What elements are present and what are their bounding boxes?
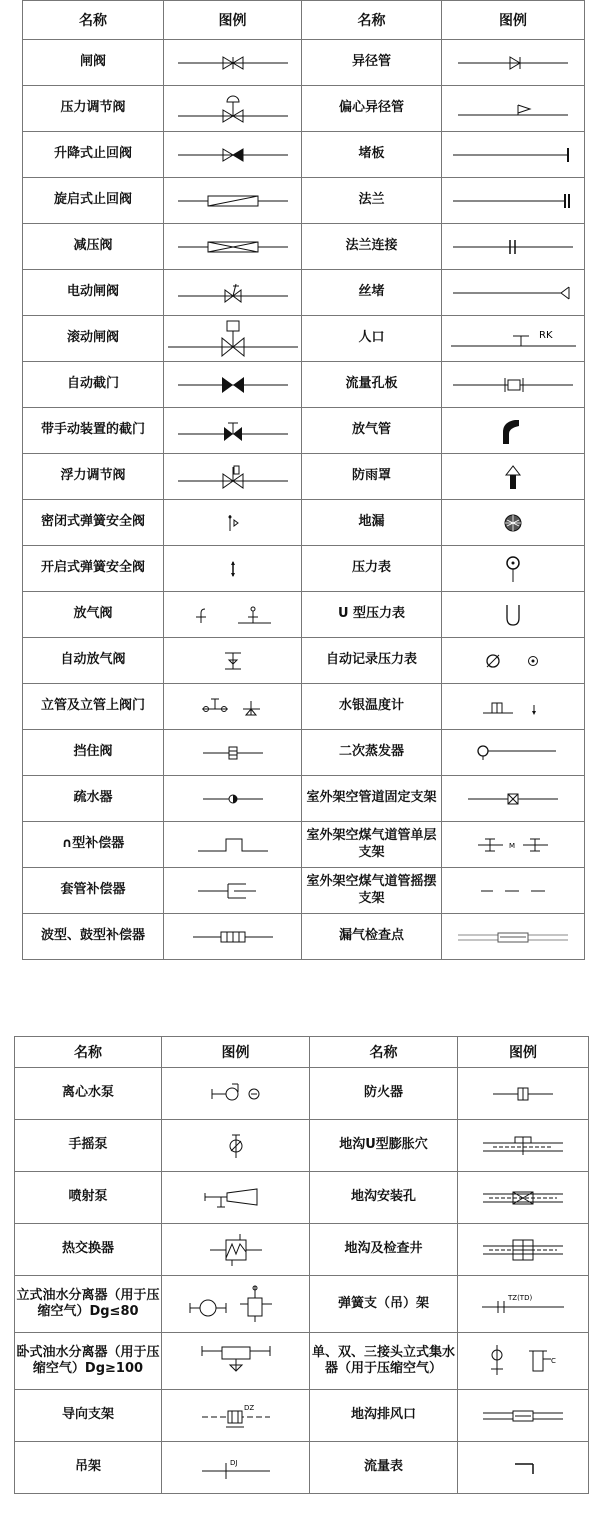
bellows-compensator-icon — [164, 914, 302, 960]
mercury-thermometer-icon — [442, 684, 585, 730]
header-legend: 图例 — [458, 1037, 589, 1068]
table-row — [15, 1442, 589, 1494]
table-row — [23, 132, 585, 178]
table-row — [15, 1333, 589, 1390]
table-row — [23, 546, 585, 592]
table-row — [15, 1276, 589, 1333]
symbol-name: 放气阀 — [23, 592, 164, 638]
header-name: 名称 — [23, 1, 164, 40]
symbol-name: 立管及立管上阀门 — [23, 684, 164, 730]
symbol-name: 室外架空管道固定支架 — [302, 776, 442, 822]
leak-check-point-icon — [442, 914, 585, 960]
pressure-gauge-icon — [442, 546, 585, 592]
hand-pump-icon — [162, 1120, 310, 1172]
symbol-name: 旋启式止回阀 — [23, 178, 164, 224]
symbol-name: 吊架 — [15, 1442, 162, 1494]
rolling-gate-valve-icon — [164, 316, 302, 362]
table-row — [23, 500, 585, 546]
riser-valve-icon — [164, 684, 302, 730]
symbol-name: 手摇泵 — [15, 1120, 162, 1172]
manual-stop-valve-icon — [164, 408, 302, 454]
table-row — [23, 178, 585, 224]
symbol-name: 二次蒸发器 — [302, 730, 442, 776]
symbol-name: 弹簧支（吊）架 — [310, 1276, 458, 1333]
vertical-separator-icon — [162, 1276, 310, 1333]
pipe-symbol-table-1 — [22, 0, 585, 960]
gate-valve-icon — [164, 40, 302, 86]
table-row — [23, 638, 585, 684]
symbol-name: 密闭式弹簧安全阀 — [23, 500, 164, 546]
symbol-name: 套管补偿器 — [23, 868, 164, 914]
centrifugal-pump-icon — [162, 1068, 310, 1120]
symbol-name: U 型压力表 — [302, 592, 442, 638]
vent-valve-icon — [164, 592, 302, 638]
stop-valve-icon — [164, 730, 302, 776]
guide-support-code: DZ — [243, 1403, 254, 1412]
symbol-name: 室外架空煤气道管摇摆支架 — [302, 868, 442, 914]
symbol-name: ∩型补偿器 — [23, 822, 164, 868]
automatic-stop-valve-icon — [164, 362, 302, 408]
symbol-name: 闸阀 — [23, 40, 164, 86]
trench-u-expansion-icon — [458, 1120, 589, 1172]
hanger-icon — [162, 1442, 310, 1494]
symbol-name: 浮力调节阀 — [23, 454, 164, 500]
trench-install-hole-icon — [458, 1172, 589, 1224]
symbol-name: 自动记录压力表 — [302, 638, 442, 684]
symbol-name: 地沟安装孔 — [310, 1172, 458, 1224]
symbol-name: 自动截门 — [23, 362, 164, 408]
symbol-name: 热交换器 — [15, 1224, 162, 1276]
trench-vent-icon — [458, 1390, 589, 1442]
symbol-name: 人口 — [302, 316, 442, 362]
swing-check-valve-icon — [164, 178, 302, 224]
rain-cap-icon — [442, 454, 585, 500]
table-row — [23, 730, 585, 776]
secondary-evaporator-icon — [442, 730, 585, 776]
symbol-name: 导向支架 — [15, 1390, 162, 1442]
table-row — [23, 592, 585, 638]
swing-support-icon — [442, 868, 585, 914]
symbol-name: 挡住阀 — [23, 730, 164, 776]
horizontal-separator-icon — [162, 1333, 310, 1390]
table-row — [15, 1120, 589, 1172]
table-row — [15, 1224, 589, 1276]
flow-meter-icon — [458, 1442, 589, 1494]
table-row — [15, 1172, 589, 1224]
symbol-name: 放气管 — [302, 408, 442, 454]
symbol-name: 水银温度计 — [302, 684, 442, 730]
floor-drain-icon — [442, 500, 585, 546]
pipe-symbol-table-2 — [14, 1036, 589, 1494]
symbol-name: 升降式止回阀 — [23, 132, 164, 178]
symbol-name: 流量表 — [310, 1442, 458, 1494]
symbol-name: 电动闸阀 — [23, 270, 164, 316]
table-row — [15, 1068, 589, 1120]
symbol-name: 离心水泵 — [15, 1068, 162, 1120]
u-manometer-icon — [442, 592, 585, 638]
symbol-name: 丝堵 — [302, 270, 442, 316]
symbol-name: 减压阀 — [23, 224, 164, 270]
table-row — [23, 454, 585, 500]
vertical-collector-icon — [458, 1333, 589, 1390]
orifice-plate-icon — [442, 362, 585, 408]
heat-exchanger-icon — [162, 1224, 310, 1276]
flange-icon — [442, 178, 585, 224]
guide-support-icon — [162, 1390, 310, 1442]
symbol-name: 滚动闸阀 — [23, 316, 164, 362]
table-row — [23, 270, 585, 316]
vent-pipe-icon — [442, 408, 585, 454]
table-row — [23, 776, 585, 822]
table-row — [23, 316, 585, 362]
symbol-name: 流量孔板 — [302, 362, 442, 408]
table-row — [23, 822, 585, 868]
symbol-name: 疏水器 — [23, 776, 164, 822]
recording-pressure-gauge-icon — [442, 638, 585, 684]
single-layer-support-icon — [442, 822, 585, 868]
steam-trap-icon — [164, 776, 302, 822]
table-row — [23, 868, 585, 914]
symbol-name: 压力表 — [302, 546, 442, 592]
symbol-name: 卧式油水分离器（用于压缩空气）Dg≥100 — [15, 1333, 162, 1390]
svg-text:M: M — [509, 841, 516, 850]
eccentric-reducer-icon — [442, 86, 585, 132]
symbol-name: 地漏 — [302, 500, 442, 546]
u-expansion-joint-icon — [164, 822, 302, 868]
blind-plate-icon — [442, 132, 585, 178]
symbol-name: 地沟及检查井 — [310, 1224, 458, 1276]
lift-check-valve-icon — [164, 132, 302, 178]
symbol-name: 带手动装置的截门 — [23, 408, 164, 454]
table-row — [23, 362, 585, 408]
symbol-name: 室外架空煤气道管单层支架 — [302, 822, 442, 868]
table-row — [23, 684, 585, 730]
table-row — [23, 224, 585, 270]
symbol-name: 自动放气阀 — [23, 638, 164, 684]
table-row — [23, 914, 585, 960]
spring-hanger-icon — [458, 1276, 589, 1333]
fixed-support-icon — [442, 776, 585, 822]
manhole-icon — [442, 316, 585, 362]
automatic-vent-valve-icon — [164, 638, 302, 684]
symbol-name: 压力调节阀 — [23, 86, 164, 132]
jet-pump-icon — [162, 1172, 310, 1224]
spring-hanger-code: TZ(TD) — [508, 1294, 533, 1302]
symbol-name: 喷射泵 — [15, 1172, 162, 1224]
symbol-name: 地沟排风口 — [310, 1390, 458, 1442]
manhole-code: RK — [538, 329, 553, 341]
symbol-name: 法兰连接 — [302, 224, 442, 270]
symbol-name: 开启式弹簧安全阀 — [23, 546, 164, 592]
symbol-name: 法兰 — [302, 178, 442, 224]
header-name: 名称 — [310, 1037, 458, 1068]
header-legend: 图例 — [442, 1, 585, 40]
table-row — [23, 408, 585, 454]
float-regulating-valve-icon — [164, 454, 302, 500]
symbol-name: 地沟U型膨胀穴 — [310, 1120, 458, 1172]
flame-arrester-icon — [458, 1068, 589, 1120]
table-row — [23, 40, 585, 86]
symbol-name: 堵板 — [302, 132, 442, 178]
closed-spring-safety-valve-icon — [164, 500, 302, 546]
hanger-code: DJ — [229, 1458, 237, 1467]
symbol-name: 单、双、三接头立式集水器（用于压缩空气） — [310, 1333, 458, 1390]
reducer-icon — [442, 40, 585, 86]
table-row — [15, 1390, 589, 1442]
header-name: 名称 — [302, 1, 442, 40]
symbol-name: 异径管 — [302, 40, 442, 86]
flange-connection-icon — [442, 224, 585, 270]
symbol-name: 波型、鼓型补偿器 — [23, 914, 164, 960]
header-name: 名称 — [15, 1037, 162, 1068]
header-legend: 图例 — [162, 1037, 310, 1068]
plug-icon — [442, 270, 585, 316]
symbol-name: 立式油水分离器（用于压缩空气）Dg≤80 — [15, 1276, 162, 1333]
svg-text:C: C — [551, 1357, 556, 1365]
header-legend: 图例 — [164, 1, 302, 40]
electric-gate-valve-icon — [164, 270, 302, 316]
pressure-reducing-valve-icon — [164, 224, 302, 270]
open-spring-safety-valve-icon — [164, 546, 302, 592]
table-row — [23, 86, 585, 132]
symbol-name: 漏气检查点 — [302, 914, 442, 960]
sleeve-compensator-icon — [164, 868, 302, 914]
symbol-name: 防雨罩 — [302, 454, 442, 500]
symbol-name: 偏心异径管 — [302, 86, 442, 132]
trench-inspection-well-icon — [458, 1224, 589, 1276]
symbol-name: 防火器 — [310, 1068, 458, 1120]
pressure-regulating-valve-icon — [164, 86, 302, 132]
